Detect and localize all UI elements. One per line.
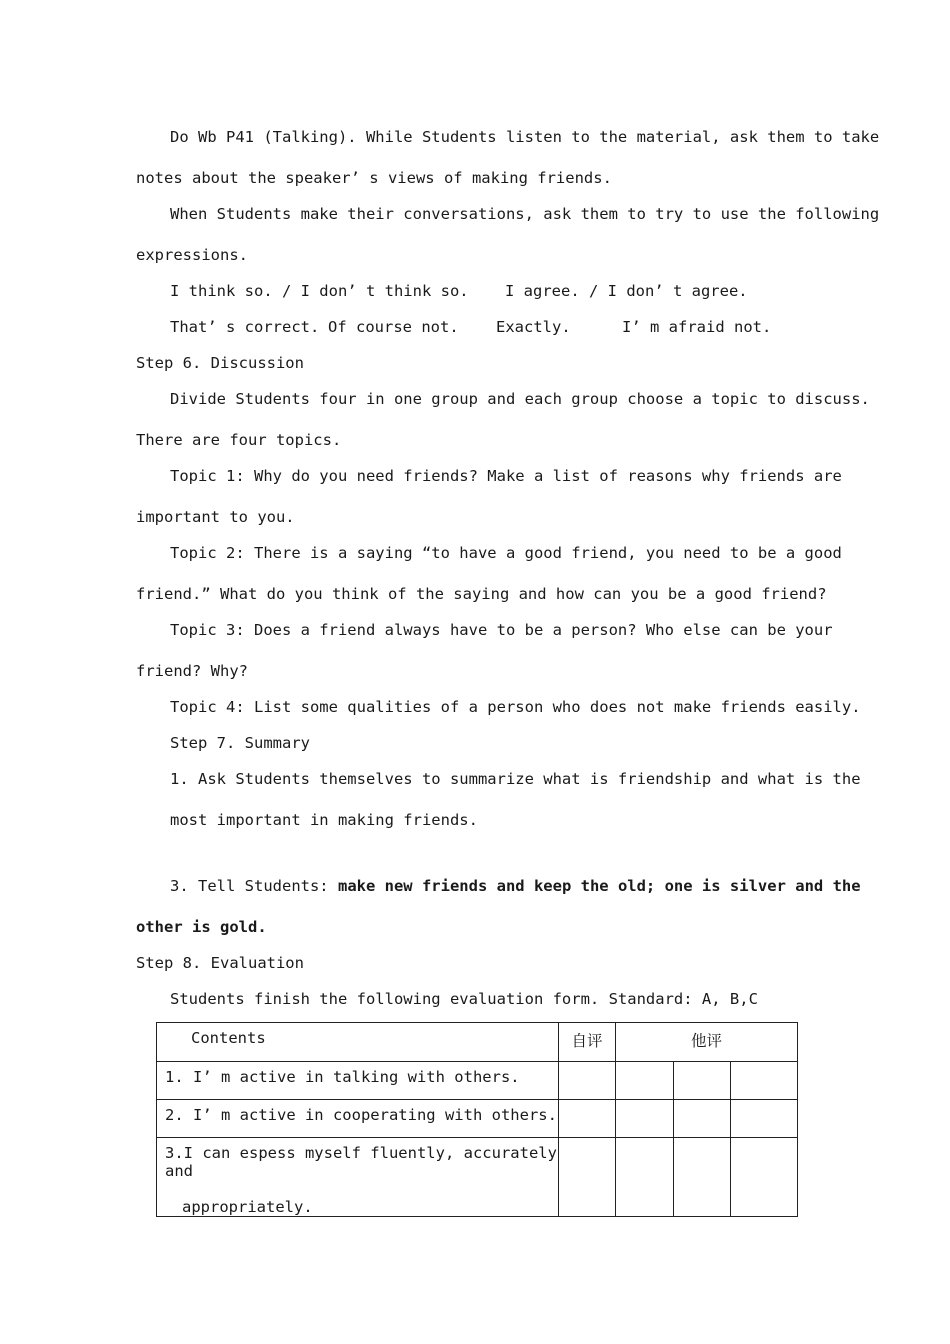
row1-peer-cell-1[interactable] (616, 1062, 674, 1100)
paragraph-divide-line2: There are four topics. (136, 431, 342, 449)
summary1-line2: most important in making friends. (170, 811, 478, 829)
topic1-line1: Topic 1: Why do you need friends? Make a list of reasons why friends are (170, 467, 842, 485)
row3-peer-cell-2[interactable] (674, 1138, 731, 1217)
row2-self-cell[interactable] (559, 1100, 616, 1138)
row2-peer-cell-3[interactable] (731, 1100, 798, 1138)
header-self-cell (559, 1023, 616, 1062)
step6-heading: Step 6. Discussion (136, 354, 304, 372)
header-contents: Contents (191, 1029, 266, 1047)
topic4: Topic 4: List some qualities of a person who does not make friends easily. (170, 698, 861, 716)
header-self-evaluation: 自评 (571, 1032, 603, 1050)
evaluation-table (156, 1022, 798, 1217)
table-row (157, 1138, 798, 1217)
expression-afraid-not: I’ m afraid not. (622, 318, 772, 336)
row3-peer-cell-3[interactable] (731, 1138, 798, 1217)
topic1-line2: important to you. (136, 508, 295, 526)
table-header-row (157, 1023, 798, 1062)
evaluation-instruction: Students finish the following evaluation form. Standard: A, B,C (170, 990, 758, 1008)
expression-correct: That’ s correct. (170, 318, 320, 336)
row1-peer-cell-2[interactable] (674, 1062, 731, 1100)
paragraph-conversation-line2: expressions. (136, 246, 248, 264)
row3-self-cell[interactable] (559, 1138, 616, 1217)
summary3-line2: other is gold. (136, 918, 267, 936)
paragraph-talking-line1: Do Wb P41 (Talking). While Students listen to the material, ask them to take (170, 128, 880, 146)
row2-peer-cell-1[interactable] (616, 1100, 674, 1138)
summary3-line1 (170, 877, 861, 895)
summary3-saying: make new friends and keep the old; one is silver and the (337, 877, 861, 895)
paragraph-conversation-line1: When Students make their conversations, ask them to try to use the following (170, 205, 880, 223)
header-peer-evaluation: 他评 (690, 1032, 722, 1050)
table-row (157, 1062, 798, 1100)
topic2-line2: friend.” What do you think of the saying and how can you be a good friend? (136, 585, 827, 603)
row2-content: 2. I’ m active in cooperating with others. (165, 1106, 557, 1124)
row1-peer-cell-3[interactable] (731, 1062, 798, 1100)
header-contents-cell (157, 1023, 559, 1062)
table-row (157, 1100, 798, 1138)
expression-of-course-not: Of course not. (328, 318, 459, 336)
expression-exactly: Exactly. (496, 318, 571, 336)
summary1-line1: 1. Ask Students themselves to summarize what is friendship and what is the (170, 770, 861, 788)
row3-peer-cell-1[interactable] (616, 1138, 674, 1217)
paragraph-talking-line2: notes about the speaker’ s views of making friends. (136, 169, 612, 187)
topic3-line2: friend? Why? (136, 662, 248, 680)
row1-self-cell[interactable] (559, 1062, 616, 1100)
expression-agree: I agree. / I don’ t agree. (505, 282, 748, 300)
row3-content-line1: 3.I can espess myself fluently, accurately and (165, 1144, 557, 1180)
row1-content: 1. I’ m active in talking with others. (165, 1068, 520, 1086)
expression-think: I think so. / I don’ t think so. (170, 282, 469, 300)
topic2-line1: Topic 2: There is a saying “to have a good friend, you need to be a good (170, 544, 842, 562)
row2-peer-cell-2[interactable] (674, 1100, 731, 1138)
step8-heading: Step 8. Evaluation (136, 954, 304, 972)
paragraph-divide-line1: Divide Students four in one group and each group choose a topic to discuss. (170, 390, 870, 408)
row3-content-line2: appropriately. (182, 1198, 313, 1216)
topic3-line1: Topic 3: Does a friend always have to be a person? Who else can be your (170, 621, 833, 639)
summary3-prefix: 3. Tell Students: (170, 877, 338, 895)
header-others-cell (616, 1023, 798, 1062)
step7-heading: Step 7. Summary (170, 734, 310, 752)
